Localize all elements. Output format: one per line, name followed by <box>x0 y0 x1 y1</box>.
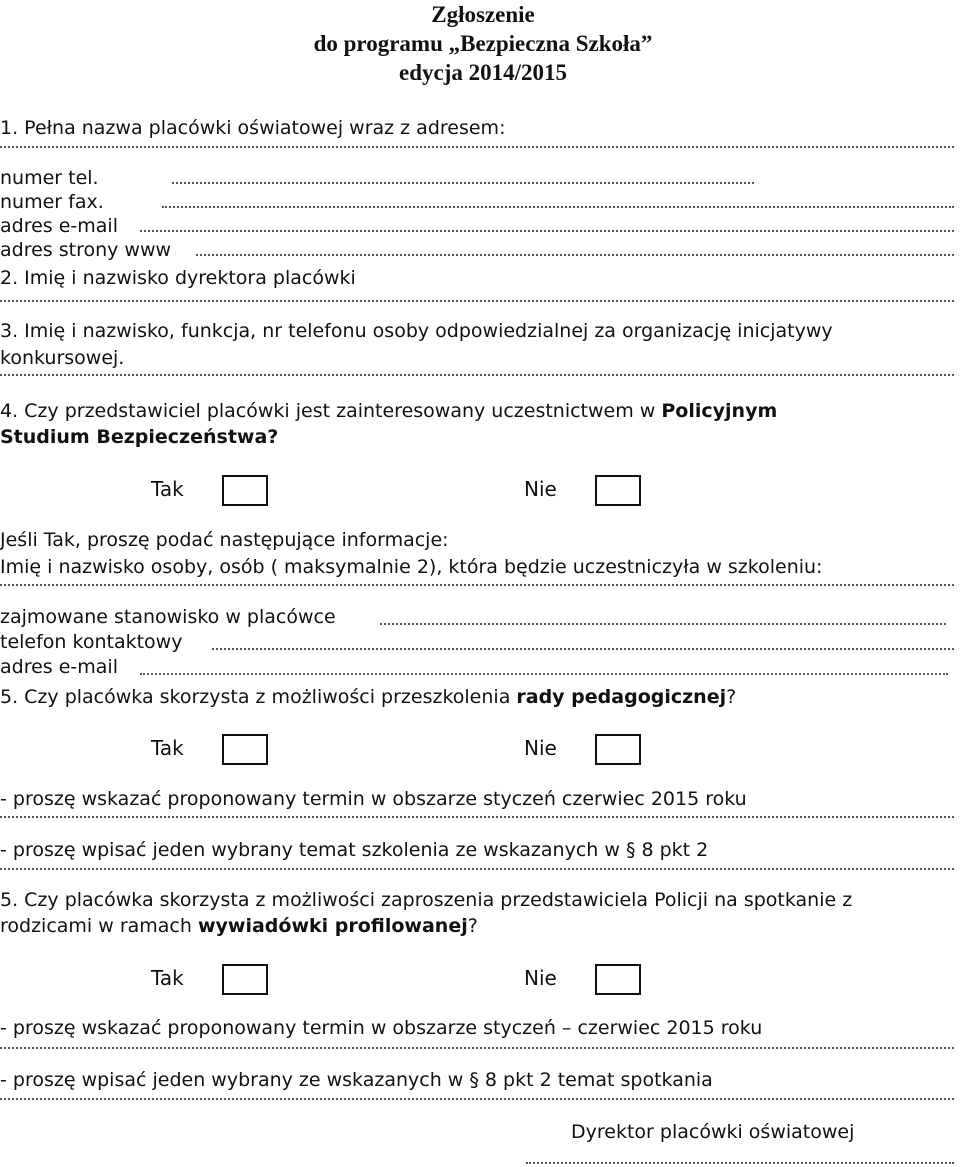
section-5a-heading-bold: rady pedagogicznej <box>516 686 727 708</box>
s5a-no-checkbox[interactable] <box>595 734 641 765</box>
s4-email-field[interactable] <box>140 657 948 675</box>
section-5b-heading: 5. Czy placówka skorzysta z możliwości zaproszenia przedstawiciela Policji na spotkanie z <box>0 889 853 911</box>
s5b-yes-checkbox[interactable] <box>222 964 268 995</box>
s4-no-checkbox[interactable] <box>595 475 641 506</box>
s5a-term-field-line[interactable] <box>0 812 954 818</box>
section-3-heading-cont: konkursowej. <box>0 347 125 369</box>
section-1-heading: 1. Pełna nazwa placówki oświatowej wraz z adresem: <box>0 117 506 139</box>
section-4-heading <box>0 399 777 423</box>
email-field[interactable] <box>140 214 954 232</box>
section-2-heading: 2. Imię i nazwisko dyrektora placówki <box>0 267 356 289</box>
section-5b-heading-bold: wywiadówki profilowanej <box>197 915 468 937</box>
s5b-term-text: - proszę wskazać proponowany termin w obszarze styczeń – czerwiec 2015 roku <box>0 1017 763 1039</box>
responsible-person-field-line[interactable] <box>0 370 954 376</box>
section-3-heading: 3. Imię i nazwisko, funkcja, nr telefonu osoby odpowiedzialnej za organizację inicjatywy <box>0 320 833 342</box>
s4-email-label: adres e-mail <box>0 656 118 678</box>
www-field[interactable] <box>196 238 954 256</box>
s5b-topic-text: - proszę wpisać jeden wybrany ze wskazanych w § 8 pkt 2 temat spotkania <box>0 1069 713 1091</box>
section-5a-heading: 5. Czy placówka skorzysta z możliwości przeszkolenia rady pedagogicznej? <box>0 686 737 708</box>
s5a-yes-checkbox[interactable] <box>222 734 268 765</box>
s4-yes-checkbox[interactable] <box>222 475 268 506</box>
form-subtitle-program: do programu „Bezpieczna Szkoła” <box>313 31 653 56</box>
signature-label: Dyrektor placówki oświatowej <box>571 1121 855 1143</box>
s4-position-field[interactable] <box>380 607 946 625</box>
s5b-yes-label: Tak <box>151 966 184 990</box>
form-title: Zgłoszenie <box>431 2 535 27</box>
s5a-topic-text: - proszę wpisać jeden wybrany temat szkolenia ze wskazanych w § 8 pkt 2 <box>0 839 709 861</box>
phone-label: numer tel. <box>0 167 99 189</box>
www-label: adres strony www <box>0 239 172 261</box>
s5a-no-label: Nie <box>524 736 557 760</box>
s4-phone-label: telefon kontaktowy <box>0 631 183 653</box>
fax-field[interactable] <box>162 190 954 208</box>
fax-label: numer fax. <box>0 191 104 213</box>
s4-names-field-line[interactable] <box>0 580 954 586</box>
s5b-no-checkbox[interactable] <box>595 964 641 995</box>
section-4-heading-bold: Policyjnym <box>661 400 778 422</box>
phone-field[interactable] <box>172 166 754 184</box>
s4-names-text: Imię i nazwisko osoby, osób ( maksymalnie 2), która będzie uczestniczyła w szkoleniu: <box>0 556 823 578</box>
section-5b-heading-cont: rodzicami w ramach wywiadówki profilowanej? <box>0 915 478 937</box>
s5a-yes-label: Tak <box>151 736 184 760</box>
s5b-term-field-line[interactable] <box>0 1043 954 1049</box>
s4-if-yes-text: Jeśli Tak, proszę podać następujące informacje: <box>0 529 449 551</box>
email-label: adres e-mail <box>0 215 118 237</box>
s4-yes-label: Tak <box>151 477 184 501</box>
s5a-topic-field-line[interactable] <box>0 864 954 870</box>
s5b-topic-field-line[interactable] <box>0 1094 954 1100</box>
s4-phone-field[interactable] <box>212 632 954 650</box>
section-4-heading-cont: Studium Bezpieczeństwa? <box>0 426 279 448</box>
section-4-heading-text: 4. Czy przedstawiciel placówki jest zainteresowany uczestnictwem w <box>0 400 662 422</box>
address-field-line[interactable] <box>0 142 954 148</box>
s4-no-label: Nie <box>524 477 557 501</box>
s5a-term-text: - proszę wskazać proponowany termin w obszarze styczeń czerwiec 2015 roku <box>0 788 747 810</box>
s4-position-label: zajmowane stanowisko w placówce <box>0 606 336 628</box>
form-subtitle-edition: edycja 2014/2015 <box>398 60 567 85</box>
director-field-line[interactable] <box>0 296 954 302</box>
signature-field[interactable] <box>526 1146 954 1164</box>
s5b-no-label: Nie <box>524 966 557 990</box>
